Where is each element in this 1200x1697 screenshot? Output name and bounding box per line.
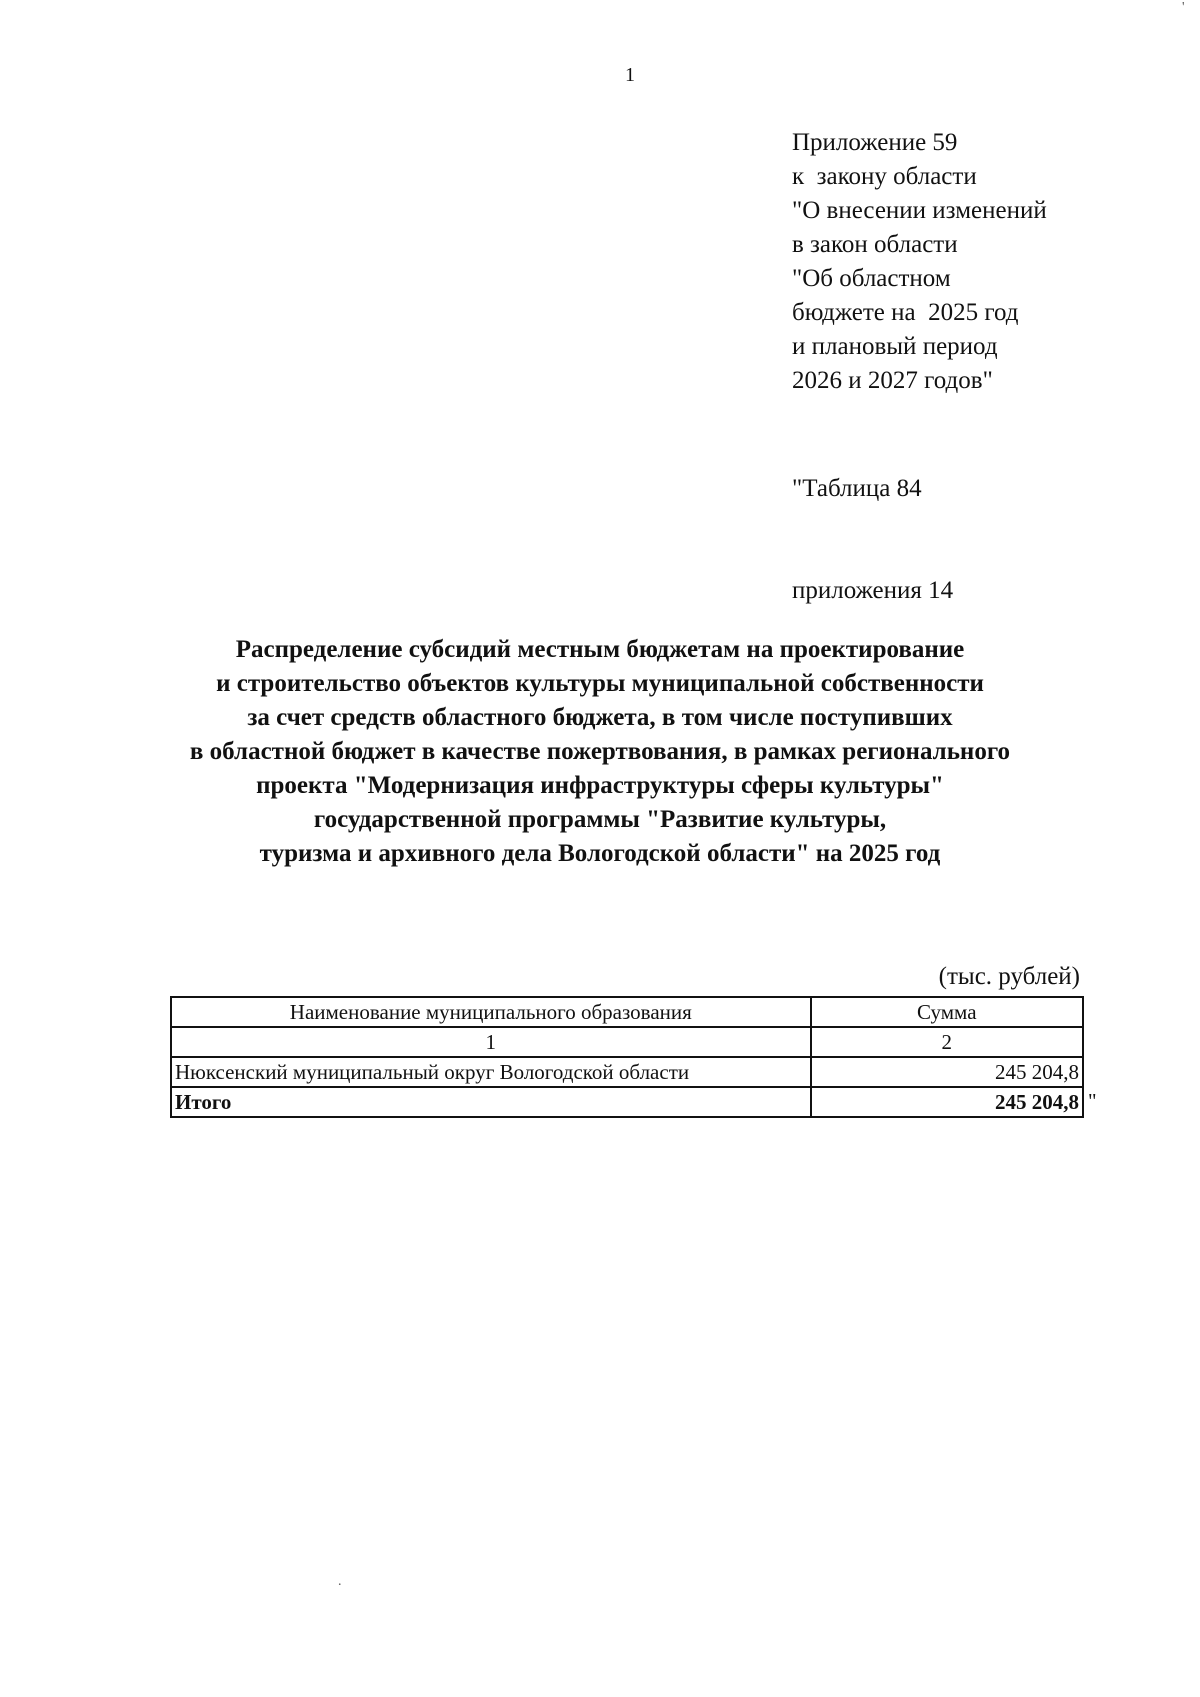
closing-quote: " [1088,1089,1097,1113]
table-header-row [171,997,1083,1027]
document-title [120,633,1080,871]
appendix-line: "Об областном [792,265,951,292]
units-label: (тыс. рублей) [938,963,1080,990]
municipality-name: Нюксенский муниципальный округ Вологодской области [171,1057,811,1087]
appendix-line: к закону области [792,163,977,190]
total-row [171,1087,1083,1117]
table-row [171,1057,1083,1087]
column-number-2: 2 [811,1027,1083,1057]
title-line: государственной программы "Развитие культуры, [313,806,887,833]
column-number-row [171,1027,1083,1057]
appendix-line: бюджете на 2025 год [792,299,1019,326]
subsidy-distribution-table [170,996,1084,1118]
appendix-line: и плановый период [792,333,998,360]
title-line: и строительство объектов культуры муниципальной собственности [216,670,984,697]
total-label: Итого [171,1087,811,1117]
appendix-line: в закон области [792,231,958,258]
total-sum: 245 204,8 [811,1087,1083,1117]
header-sum: Сумма [811,997,1083,1027]
corner-scan-mark: ' [1182,0,1185,15]
title-line: в областной бюджет в качестве пожертвования, в рамках регионального [189,738,1011,765]
appendix-line: Приложение 59 [792,129,958,156]
stray-dot-mark: . [338,1574,342,1589]
appendix-line: "О внесении изменений [792,197,1047,224]
column-number-1: 1 [171,1027,811,1057]
appendix-line: 2026 и 2027 годов" [792,367,993,394]
header-municipality: Наименование муниципального образования [171,997,811,1027]
title-line: за счет средств областного бюджета, в том числе поступивших [247,704,953,731]
municipality-sum: 245 204,8 [811,1057,1083,1087]
title-line: туризма и архивного дела Вологодской области" на 2025 год [259,840,941,867]
title-line: проекта "Модернизация инфраструктуры сферы культуры" [256,772,944,799]
table-reference-line: "Таблица 84 [792,475,922,502]
title-line: Распределение субсидий местным бюджетам на проектирование [235,636,965,663]
appendix-header [792,126,1152,676]
page-number: 1 [625,64,635,86]
table-reference-line: приложения 14 [792,577,954,604]
